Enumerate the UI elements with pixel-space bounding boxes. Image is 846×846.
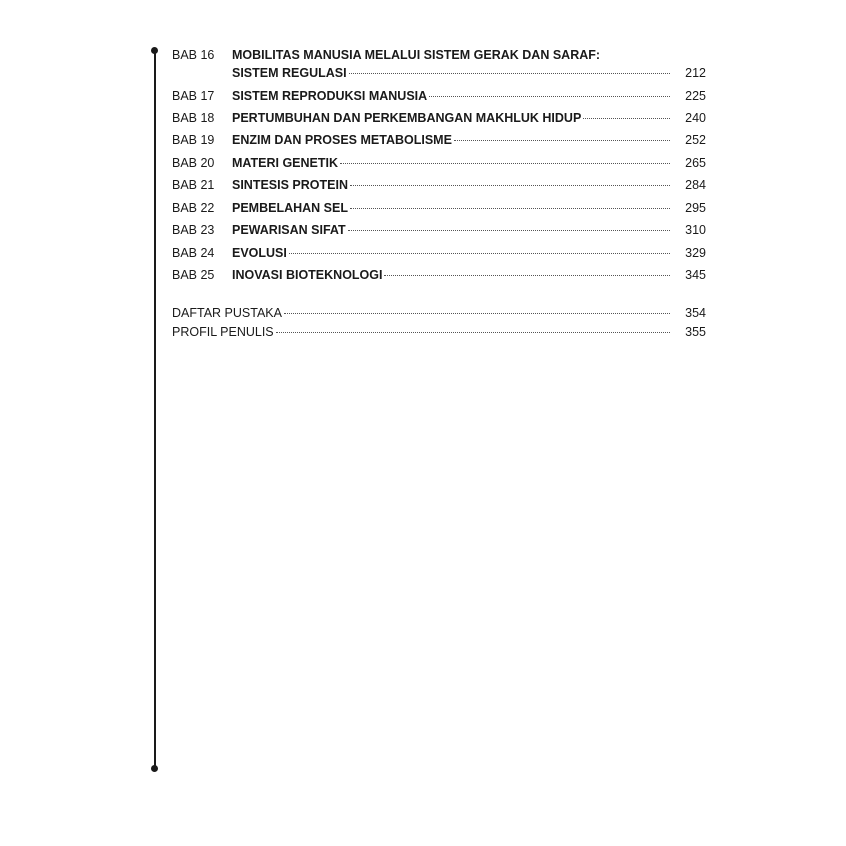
toc-chapter-number: BAB 17 [172,89,215,103]
toc-page-number: 212 [685,66,706,80]
toc-row[interactable] [172,221,706,239]
toc-dot-leader [583,106,670,119]
toc-chapter-number: BAB 19 [172,133,215,147]
toc-title: DAFTAR PUSTAKA [172,306,282,320]
toc-title: ENZIM DAN PROSES METABOLISME [232,133,452,147]
toc-dot-leader [349,61,670,74]
toc-chapter-number: BAB 18 [172,111,215,125]
toc-title: SISTEM REGULASI [232,66,347,80]
toc-page-number: 284 [685,178,706,192]
toc-title: SINTESIS PROTEIN [232,178,348,192]
toc-row[interactable] [172,87,706,105]
toc-page-number: 355 [685,325,706,339]
toc-title: PERTUMBUHAN DAN PERKEMBANGAN MAKHLUK HIDUP [232,111,582,125]
margin-rule-top-dot [151,47,158,54]
toc-dot-leader [350,173,670,186]
toc-dot-leader [454,128,670,141]
toc-row[interactable] [172,244,706,262]
toc-page-number: 252 [685,133,706,147]
toc-row[interactable] [172,266,706,284]
toc-row[interactable] [172,64,706,82]
toc-dot-leader [348,218,670,231]
toc-chapter-number: BAB 16 [172,48,215,62]
toc-chapter-number: BAB 23 [172,223,215,237]
toc-title: EVOLUSI [232,246,287,260]
toc-chapter-number: BAB 20 [172,156,215,170]
toc-title: PEWARISAN SIFAT [232,223,346,237]
toc-chapter-number: BAB 25 [172,268,215,282]
toc-chapter-number: BAB 21 [172,178,215,192]
toc-title: PEMBELAHAN SEL [232,201,348,215]
toc-dot-leader [350,196,670,209]
toc-row-profil-penulis[interactable] [172,323,706,341]
toc-page-number: 240 [685,111,706,125]
toc-chapter-number: BAB 22 [172,201,215,215]
toc-title: PROFIL PENULIS [172,325,274,339]
toc-row[interactable] [172,199,706,217]
toc-chapter-number: BAB 24 [172,246,215,260]
toc-row[interactable] [172,176,706,194]
toc-dot-leader [340,151,670,164]
toc-dot-leader [384,263,670,276]
toc-title: INOVASI BIOTEKNOLOGI [232,268,383,282]
toc-dot-leader [429,84,670,97]
toc-row[interactable] [172,131,706,149]
toc-dot-leader [289,241,670,254]
toc-page-number: 225 [685,89,706,103]
toc-row[interactable] [172,154,706,172]
toc-title-line1: MOBILITAS MANUSIA MELALUI SISTEM GERAK DAN SARAF: [232,48,601,62]
toc-page-number: 329 [685,246,706,260]
toc-page-number: 354 [685,306,706,320]
toc-page-number: 310 [685,223,706,237]
toc-row[interactable] [172,109,706,127]
toc-dot-leader [284,301,670,314]
margin-rule [154,50,156,768]
toc-title: SISTEM REPRODUKSI MANUSIA [232,89,428,103]
toc-title: MATERI GENETIK [232,156,339,170]
toc-page-number: 265 [685,156,706,170]
toc-dot-leader [276,320,670,333]
margin-rule-bottom-dot [151,765,158,772]
toc-page-number: 295 [685,201,706,215]
toc-page-number: 345 [685,268,706,282]
